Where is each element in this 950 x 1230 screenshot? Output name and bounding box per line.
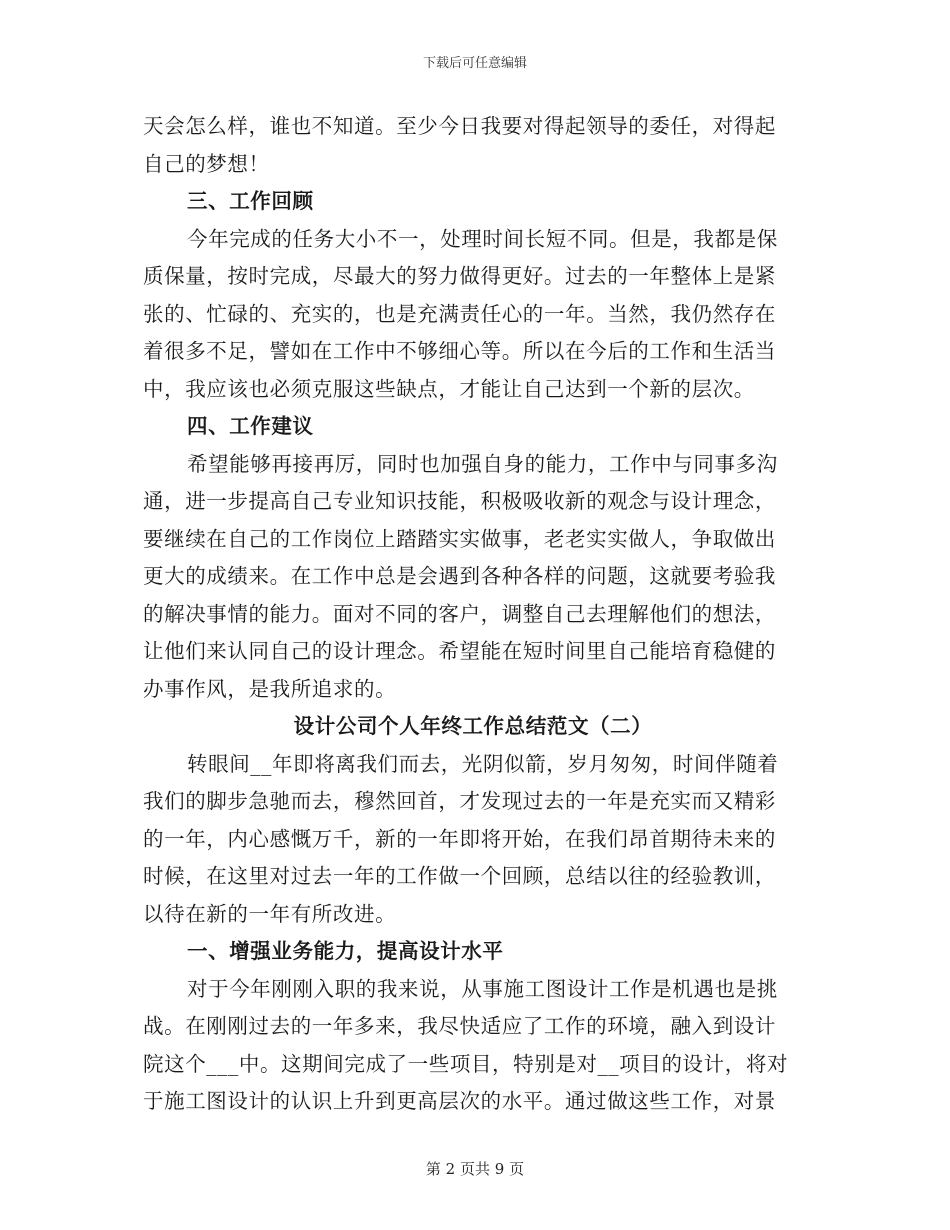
body-line: 中，我应该也必须克服这些缺点，才能让自己达到一个新的层次。 [143, 376, 755, 401]
section-heading: 三、工作回顾 [187, 189, 314, 213]
body-line: 院这个___中。这期间完成了一些项目，特别是对__项目的设计，将对 [143, 1051, 789, 1076]
document-title: 设计公司个人年终工作总结范文（二） [293, 714, 653, 738]
body-line: 天会怎么样，谁也不知道。至少今日我要对得起领导的委任，对得起 [143, 114, 776, 138]
body-line: 的一年，内心感慨万千，新的一年即将开始，在我们昂首期待未来的 [143, 826, 776, 851]
body-line: 办事作风，是我所追求的。 [143, 676, 397, 701]
section-heading: 四、工作建议 [187, 414, 314, 438]
section-heading: 一、增强业务能力，提高设计水平 [187, 939, 504, 963]
body-line: 更大的成绩来。在工作中总是会遇到各种各样的问题，这就要考验我 [143, 564, 776, 588]
paragraph-first-line: 希望能够再接再厉，同时也加强自身的能力，工作中与同事多沟 [187, 451, 778, 476]
body-line: 战。在刚刚过去的一年多来，我尽快适应了工作的环境，融入到设计 [143, 1014, 776, 1038]
body-line: 我们的脚步急驰而去，穆然回首，才发现过去的一年是充实而又精彩 [143, 789, 776, 813]
body-line: 要继续在自己的工作岗位上踏踏实实做事，老老实实做人，争取做出 [143, 526, 776, 551]
body-line: 的解决事情的能力。面对不同的客户，调整自己去理解他们的想法， [143, 601, 776, 626]
page-header: 下载后可任意编辑 [422, 56, 527, 71]
page-footer: 第 2 页共 9 页 [425, 1160, 525, 1178]
body-line: 张的、忙碌的、充实的，也是充满责任心的一年。当然，我仍然存在 [143, 301, 776, 326]
body-line: 以待在新的一年有所改进。 [143, 901, 397, 926]
body-line: 通，进一步提高自己专业知识技能，积极吸收新的观念与设计理念， [143, 489, 776, 513]
body-line: 时候，在这里对过去一年的工作做一个回顾，总结以往的经验教训， [143, 864, 776, 888]
body-line: 让他们来认同自己的设计理念。希望能在短时间里自己能培育稳健的 [143, 639, 776, 663]
body-line: 质保量，按时完成，尽最大的努力做得更好。过去的一年整体上是紧 [143, 264, 776, 288]
paragraph-first-line: 对于今年刚刚入职的我来说，从事施工图设计工作是机遇也是挑 [187, 976, 778, 1001]
paragraph-first-line: 转眼间__年即将离我们而去，光阴似箭，岁月匆匆，时间伴随着 [187, 751, 779, 776]
body-line: 自己的梦想！ [143, 151, 270, 176]
paragraph-first-line: 今年完成的任务大小不一，处理时间长短不同。但是，我都是保 [187, 226, 778, 251]
body-line: 于施工图设计的认识上升到更高层次的水平。通过做这些工作，对景 [143, 1089, 776, 1113]
body-line: 着很多不足，譬如在工作中不够细心等。所以在今后的工作和生活当 [143, 339, 776, 363]
document-body [143, 108, 803, 1121]
